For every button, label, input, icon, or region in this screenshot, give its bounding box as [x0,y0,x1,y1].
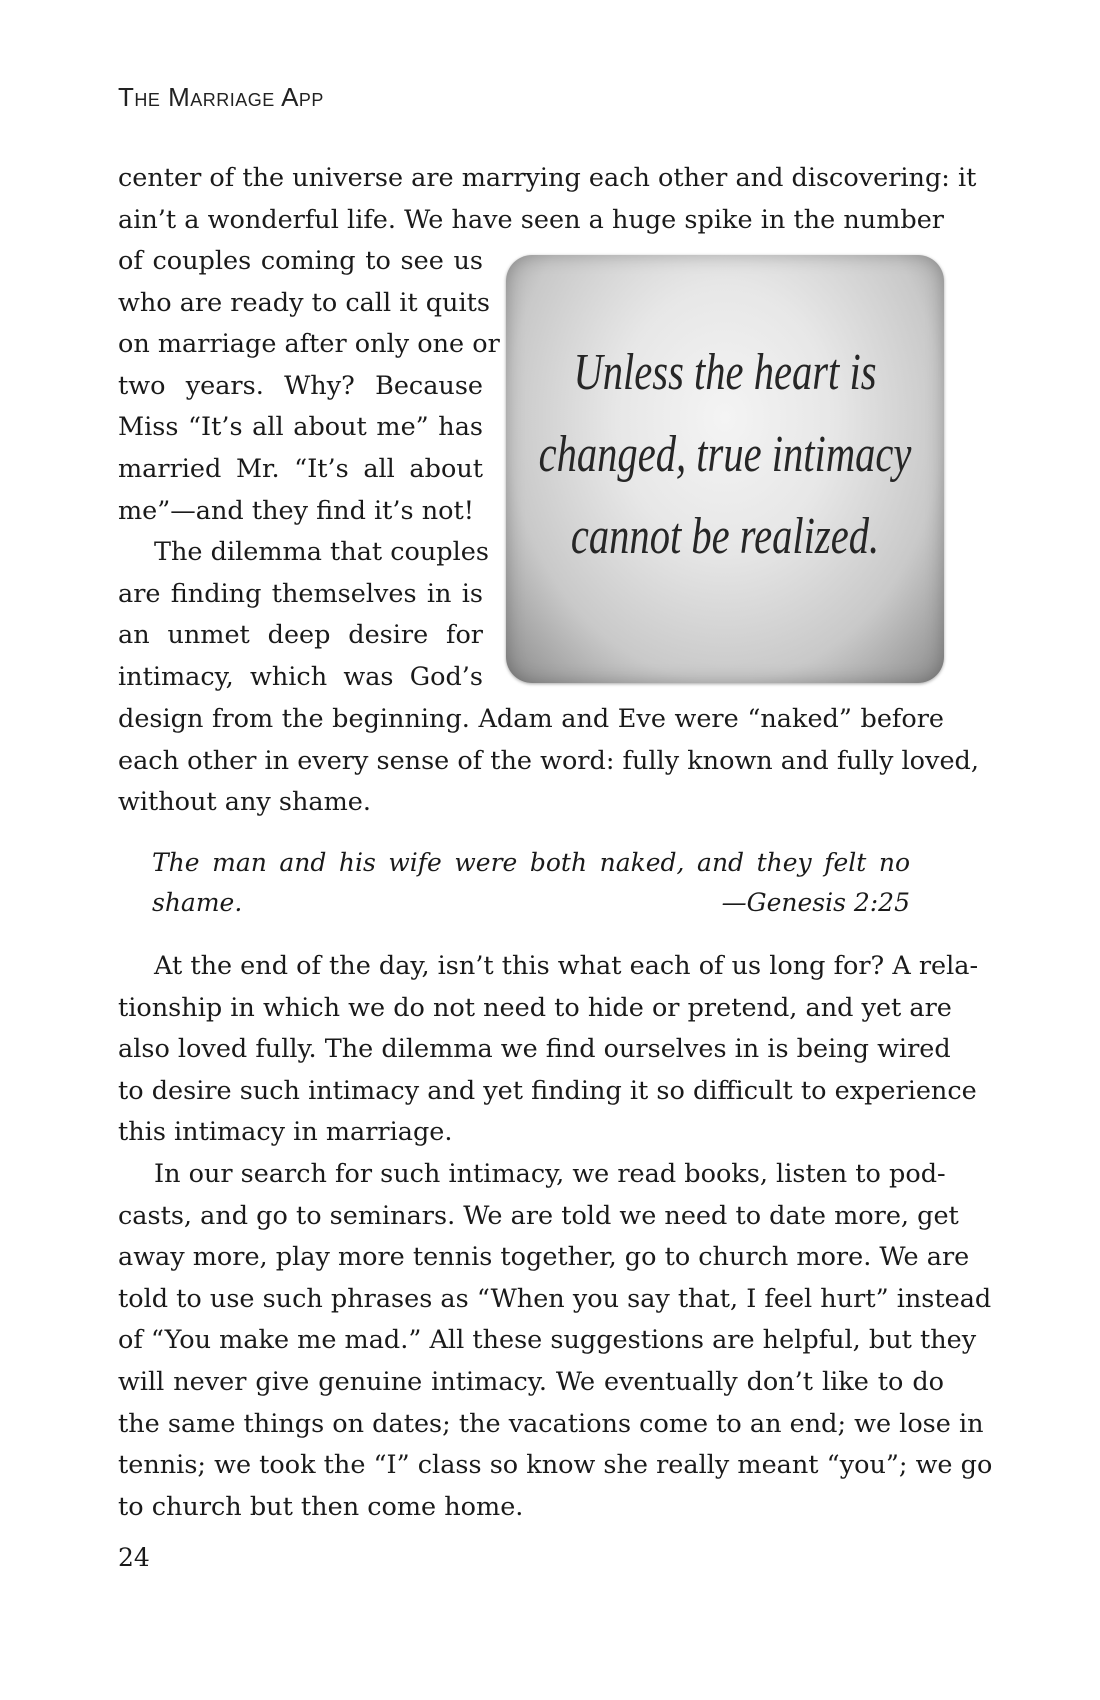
page-number: 24 [118,1543,150,1572]
text-line: also loved fully. The dilemma we find ourselves in is being wired [118,1034,951,1065]
text-line: this intimacy in marriage. [118,1117,453,1148]
text-line: two years. Why? Because [118,370,483,401]
text-line: are finding themselves in is [118,578,483,609]
text-line: without any shame. [118,787,372,818]
pull-quote-line: changed, true intimacy [538,426,912,483]
text-line: ain’t a wonderful life. We have seen a huge spike in the number [118,204,944,235]
scripture-line: The man and his wife were both naked, and they felt no [152,848,910,877]
intro-paragraph [118,158,977,241]
continued-paragraph [118,699,979,824]
scripture-quote [152,843,910,923]
text-line: In our search for such intimacy, we read books, listen to pod- [154,1158,946,1189]
pull-quote-line: Unless the heart is [573,344,877,401]
text-line: tionship in which we do not need to hide or pretend, and yet are [118,992,952,1023]
text-line: who are ready to call it quits [118,287,490,318]
text-line: will never give genuine intimacy. We eventually don’t like to do [118,1366,944,1397]
text-line: on marriage after only one or [118,329,500,360]
text-line: Miss “It’s all about me” has [118,412,483,443]
text-line: each other in every sense of the word: fully known and fully loved, [118,745,979,776]
text-line: married Mr. “It’s all about [118,453,483,484]
text-line: intimacy, which was God’s [118,661,483,692]
text-line: of “You make me mad.” All these suggestions are helpful, but they [118,1325,977,1356]
scripture-line-last [152,883,910,923]
pull-quote-text [539,332,912,578]
running-header-title: The Marriage App [118,82,324,112]
text-line: design from the beginning. Adam and Eve were “naked” before [118,704,944,734]
scripture-reference: —Genesis 2:25 [721,888,910,917]
scripture-line: shame. [152,888,243,917]
text-line: tennis; we took the “I” class so know she really meant “you”; we go [118,1450,993,1481]
pull-quote-box [506,255,944,683]
text-line: The dilemma that couples [154,537,489,568]
pull-quote-line: cannot be realized. [570,508,880,565]
text-line: casts, and go to seminars. We are told we need to date more, get [118,1200,959,1231]
text-line: center of the universe are marrying each other and discovering: it [118,163,977,193]
text-line: away more, play more tennis together, go to church more. We are [118,1242,970,1273]
text-line: to desire such intimacy and yet finding it so difficult to experience [118,1075,977,1106]
text-line: told to use such phrases as “When you say that, I feel hurt” instead [118,1283,992,1314]
text-line: me”—and they find it’s not! [118,495,474,526]
text-line: the same things on dates; the vacations come to an end; we lose in [118,1408,984,1439]
text-line: At the end of the day, isn’t this what each of us long for? A rela- [154,951,979,981]
text-line: an unmet deep desire for [118,620,483,651]
text-line: of couples coming to see us [118,246,483,276]
body-paragraphs [118,946,993,1528]
text-line: to church but then come home. [118,1491,524,1522]
wrapped-paragraph [118,241,500,699]
